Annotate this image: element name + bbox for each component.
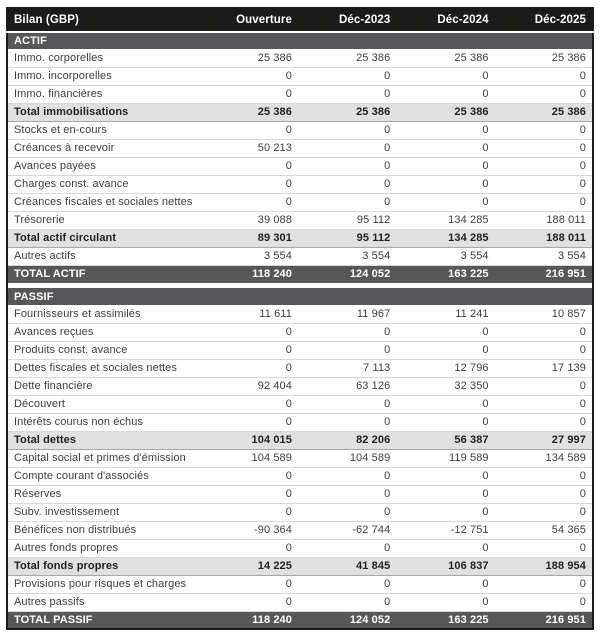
- row-value: 0: [298, 467, 396, 485]
- row-value: 0: [396, 395, 494, 413]
- section-title: PASSIF: [7, 288, 593, 305]
- row-label: Fournisseurs et assimilés: [7, 305, 200, 323]
- row-value: 0: [200, 157, 298, 175]
- row-label: Avances reçues: [7, 323, 200, 341]
- row-value: 0: [495, 85, 593, 103]
- row-value: 0: [495, 341, 593, 359]
- row-value: 0: [396, 67, 494, 85]
- row-label: Créances à recevoir: [7, 139, 200, 157]
- row-value: 216 951: [495, 611, 593, 629]
- row-value: 0: [396, 485, 494, 503]
- table-row: [7, 85, 593, 103]
- table-row: [7, 395, 593, 413]
- row-value: 0: [298, 575, 396, 593]
- table-row: [7, 467, 593, 485]
- table-row: [7, 175, 593, 193]
- row-label: Stocks et en-cours: [7, 121, 200, 139]
- row-value: 0: [200, 485, 298, 503]
- section-header-row: [7, 32, 593, 49]
- table-row: [7, 265, 593, 283]
- row-value: 0: [396, 467, 494, 485]
- row-value: 0: [495, 467, 593, 485]
- row-value: 0: [298, 323, 396, 341]
- row-label: Charges const. avance: [7, 175, 200, 193]
- row-value: 0: [396, 193, 494, 211]
- row-label: Dette financière: [7, 377, 200, 395]
- row-value: 0: [396, 323, 494, 341]
- row-value: 11 611: [200, 305, 298, 323]
- row-value: 54 365: [495, 521, 593, 539]
- row-value: 0: [298, 175, 396, 193]
- row-value: 0: [495, 413, 593, 431]
- row-label: Provisions pour risques et charges: [7, 575, 200, 593]
- row-value: 124 052: [298, 265, 396, 283]
- row-value: 11 967: [298, 305, 396, 323]
- row-label: Dettes fiscales et sociales nettes: [7, 359, 200, 377]
- row-value: 95 112: [298, 211, 396, 229]
- row-value: 163 225: [396, 265, 494, 283]
- column-header-2: Déc-2023: [298, 8, 396, 32]
- row-label: Trésorerie: [7, 211, 200, 229]
- row-value: 0: [200, 593, 298, 611]
- row-value: 89 301: [200, 229, 298, 247]
- table-row: [7, 341, 593, 359]
- row-value: 104 015: [200, 431, 298, 449]
- row-value: 0: [200, 121, 298, 139]
- row-value: 0: [298, 485, 396, 503]
- row-value: 124 052: [298, 611, 396, 629]
- row-value: 0: [396, 539, 494, 557]
- table-row: [7, 121, 593, 139]
- row-value: 3 554: [200, 247, 298, 265]
- row-label: Immo. incorporelles: [7, 67, 200, 85]
- row-label: Autres passifs: [7, 593, 200, 611]
- row-value: 0: [298, 395, 396, 413]
- table-row: [7, 103, 593, 121]
- row-value: 0: [495, 121, 593, 139]
- row-value: 0: [396, 413, 494, 431]
- row-value: 0: [495, 193, 593, 211]
- row-value: 0: [396, 175, 494, 193]
- row-value: 17 139: [495, 359, 593, 377]
- table-row: [7, 247, 593, 265]
- row-value: 0: [396, 85, 494, 103]
- row-label: Compte courant d'associés: [7, 467, 200, 485]
- table-row: [7, 67, 593, 85]
- table-row: [7, 193, 593, 211]
- row-value: 32 350: [396, 377, 494, 395]
- row-label: TOTAL ACTIF: [7, 265, 200, 283]
- row-label: Autres actifs: [7, 247, 200, 265]
- table-row: [7, 139, 593, 157]
- row-value: 0: [298, 139, 396, 157]
- row-label: Avances payées: [7, 157, 200, 175]
- row-label: Autres fonds propres: [7, 539, 200, 557]
- row-value: 0: [298, 193, 396, 211]
- table-row: [7, 211, 593, 229]
- row-label: Immo. financières: [7, 85, 200, 103]
- row-value: 0: [396, 121, 494, 139]
- row-value: 0: [495, 67, 593, 85]
- column-header-4: Déc-2025: [495, 8, 593, 32]
- row-value: 12 796: [396, 359, 494, 377]
- row-value: 0: [200, 175, 298, 193]
- row-value: -90 364: [200, 521, 298, 539]
- row-value: -12 751: [396, 521, 494, 539]
- table-row: [7, 575, 593, 593]
- row-value: 0: [298, 593, 396, 611]
- table-row: [7, 557, 593, 575]
- row-value: 119 589: [396, 449, 494, 467]
- row-label: Produits const. avance: [7, 341, 200, 359]
- table-row: [7, 49, 593, 67]
- row-value: 0: [495, 175, 593, 193]
- row-value: 118 240: [200, 265, 298, 283]
- row-value: 0: [495, 593, 593, 611]
- row-value: 3 554: [298, 247, 396, 265]
- table-title: Bilan (GBP): [7, 8, 200, 32]
- row-value: 14 225: [200, 557, 298, 575]
- table-row: [7, 413, 593, 431]
- section-header-row: [7, 288, 593, 305]
- row-value: 106 837: [396, 557, 494, 575]
- row-value: 0: [200, 323, 298, 341]
- row-label: TOTAL PASSIF: [7, 611, 200, 629]
- row-value: 0: [298, 67, 396, 85]
- row-value: 0: [298, 121, 396, 139]
- row-value: 134 285: [396, 229, 494, 247]
- table-body: [7, 32, 593, 629]
- row-value: 0: [200, 341, 298, 359]
- row-value: 0: [396, 503, 494, 521]
- table-row: [7, 377, 593, 395]
- row-label: Découvert: [7, 395, 200, 413]
- table-row: [7, 611, 593, 629]
- row-label: Bénéfices non distribués: [7, 521, 200, 539]
- table-row: [7, 593, 593, 611]
- row-value: 25 386: [396, 49, 494, 67]
- row-value: 25 386: [298, 103, 396, 121]
- row-value: 25 386: [495, 103, 593, 121]
- row-value: 0: [396, 139, 494, 157]
- row-value: 25 386: [495, 49, 593, 67]
- row-value: 82 206: [298, 431, 396, 449]
- row-value: 0: [298, 157, 396, 175]
- row-value: 0: [200, 503, 298, 521]
- table-row: [7, 485, 593, 503]
- row-value: 0: [298, 413, 396, 431]
- row-value: 0: [495, 139, 593, 157]
- balance-sheet-table: [6, 7, 594, 630]
- row-value: 134 285: [396, 211, 494, 229]
- row-label: Total actif circulant: [7, 229, 200, 247]
- row-value: 63 126: [298, 377, 396, 395]
- row-value: 25 386: [396, 103, 494, 121]
- table-header-row: [7, 8, 593, 32]
- row-value: 0: [495, 503, 593, 521]
- row-value: 3 554: [495, 247, 593, 265]
- row-value: 0: [200, 395, 298, 413]
- row-value: 0: [200, 413, 298, 431]
- row-value: 104 589: [200, 449, 298, 467]
- table-row: [7, 539, 593, 557]
- table-row: [7, 521, 593, 539]
- row-label: Immo. corporelles: [7, 49, 200, 67]
- row-value: 118 240: [200, 611, 298, 629]
- section-title: ACTIF: [7, 32, 593, 49]
- row-value: 25 386: [200, 49, 298, 67]
- row-value: 0: [200, 193, 298, 211]
- row-value: 0: [495, 575, 593, 593]
- row-value: 0: [495, 395, 593, 413]
- row-value: 0: [396, 157, 494, 175]
- table-row: [7, 157, 593, 175]
- column-header-1: Ouverture: [200, 8, 298, 32]
- row-value: 188 011: [495, 229, 593, 247]
- row-value: 0: [495, 323, 593, 341]
- row-label: Créances fiscales et sociales nettes: [7, 193, 200, 211]
- table-row: [7, 503, 593, 521]
- row-value: 39 088: [200, 211, 298, 229]
- row-value: 41 845: [298, 557, 396, 575]
- row-value: 188 954: [495, 557, 593, 575]
- row-value: 0: [495, 157, 593, 175]
- row-value: 0: [396, 593, 494, 611]
- row-label: Total dettes: [7, 431, 200, 449]
- column-header-3: Déc-2024: [396, 8, 494, 32]
- row-value: 0: [200, 575, 298, 593]
- row-value: -62 744: [298, 521, 396, 539]
- row-value: 188 011: [495, 211, 593, 229]
- row-value: 216 951: [495, 265, 593, 283]
- row-value: 95 112: [298, 229, 396, 247]
- row-value: 0: [298, 503, 396, 521]
- row-value: 92 404: [200, 377, 298, 395]
- row-value: 0: [200, 539, 298, 557]
- row-value: 0: [200, 467, 298, 485]
- row-value: 0: [298, 539, 396, 557]
- row-value: 0: [200, 359, 298, 377]
- row-value: 0: [495, 485, 593, 503]
- row-value: 104 589: [298, 449, 396, 467]
- row-value: 0: [396, 575, 494, 593]
- row-value: 0: [298, 85, 396, 103]
- table-row: [7, 449, 593, 467]
- row-label: Subv. investissement: [7, 503, 200, 521]
- row-value: 56 387: [396, 431, 494, 449]
- row-value: 0: [495, 377, 593, 395]
- row-label: Capital social et primes d'émission: [7, 449, 200, 467]
- row-value: 0: [396, 341, 494, 359]
- row-value: 25 386: [200, 103, 298, 121]
- row-value: 0: [200, 67, 298, 85]
- row-value: 3 554: [396, 247, 494, 265]
- row-value: 25 386: [298, 49, 396, 67]
- row-value: 0: [298, 341, 396, 359]
- row-value: 163 225: [396, 611, 494, 629]
- table-row: [7, 229, 593, 247]
- table-row: [7, 431, 593, 449]
- row-value: 27 997: [495, 431, 593, 449]
- row-value: 11 241: [396, 305, 494, 323]
- row-value: 0: [200, 85, 298, 103]
- row-label: Réserves: [7, 485, 200, 503]
- row-value: 7 113: [298, 359, 396, 377]
- table-row: [7, 323, 593, 341]
- row-label: Intérêts courus non échus: [7, 413, 200, 431]
- row-label: Total immobilisations: [7, 103, 200, 121]
- row-value: 134 589: [495, 449, 593, 467]
- row-value: 0: [495, 539, 593, 557]
- table-row: [7, 305, 593, 323]
- row-value: 10 857: [495, 305, 593, 323]
- table-row: [7, 359, 593, 377]
- row-value: 50 213: [200, 139, 298, 157]
- row-label: Total fonds propres: [7, 557, 200, 575]
